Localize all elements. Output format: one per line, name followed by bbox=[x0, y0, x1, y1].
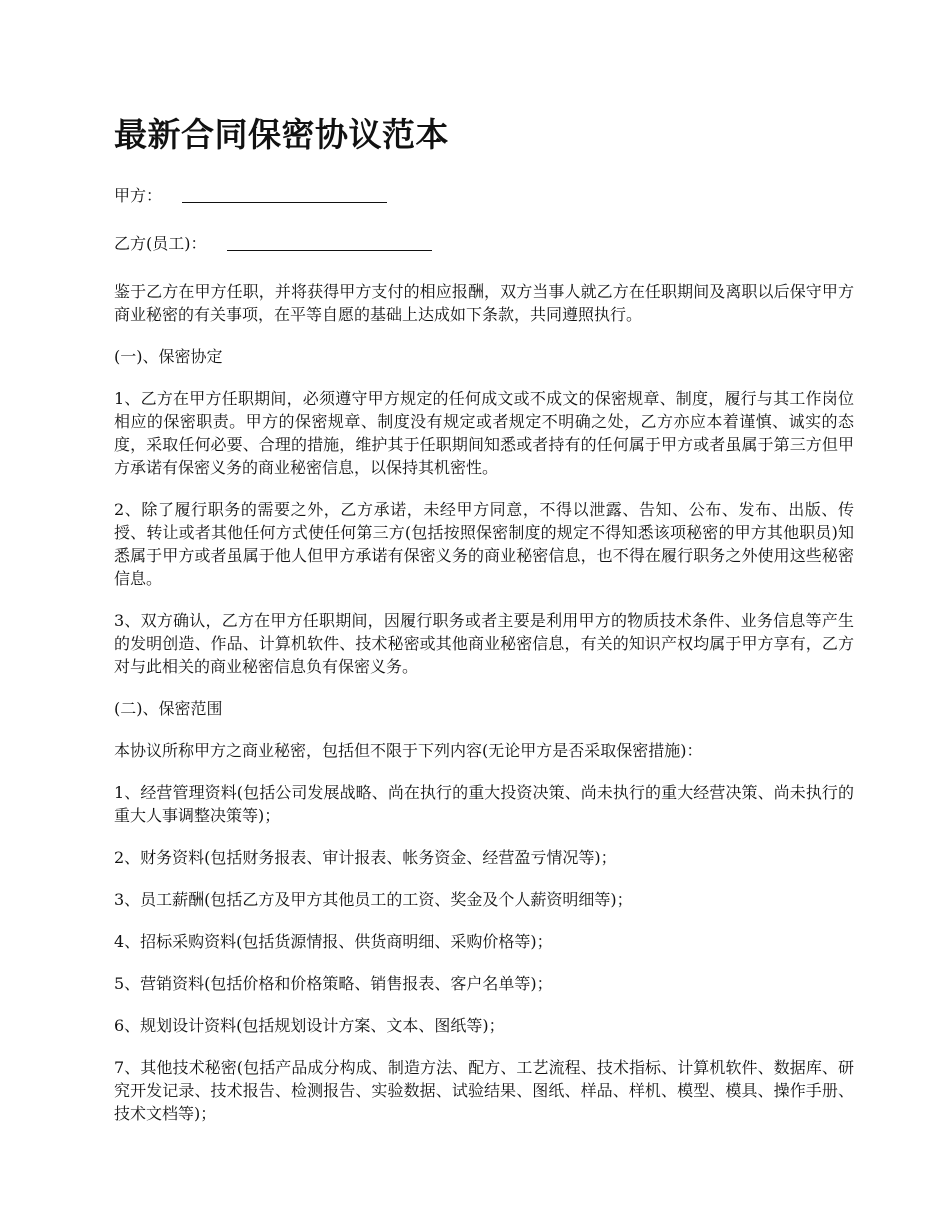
scope-item-7: 7、其他技术秘密(包括产品成分构成、制造方法、配方、工艺流程、技术指标、计算机软件、数据库、研究开发记录、技术报告、检测报告、实验数据、试验结果、图纸、样品、样机、模型、模具、操作手册、技术文档等)； bbox=[114, 1058, 854, 1123]
document-title: 最新合同保密协议范本 bbox=[114, 115, 449, 154]
scope-item-5: 5、营销资料(包括价格和价格策略、销售报表、客户名单等)； bbox=[114, 974, 553, 993]
section-heading-confidentiality-agreement: (一)、保密协定 bbox=[114, 347, 223, 366]
preamble-paragraph: 鉴于乙方在甲方任职，并将获得甲方支付的相应报酬，双方当事人就乙方在任职期间及离职以后保守甲方商业秘密的有关事项，在平等自愿的基础上达成如下条款，共同遵照执行。 bbox=[114, 282, 854, 324]
party-b-label: 乙方(员工)： bbox=[114, 234, 207, 253]
clause-3: 3、双方确认，乙方在甲方任职期间，因履行职务或者主要是利用甲方的物质技术条件、业务信息等产生的发明创造、作品、计算机软件、技术秘密或其他商业秘密信息，有关的知识产权均属于甲方享有，乙方对与此相关的商业秘密信息负有保密义务。 bbox=[114, 611, 854, 676]
scope-intro: 本协议所称甲方之商业秘密，包括但不限于下列内容(无论甲方是否采取保密措施)： bbox=[114, 741, 703, 760]
clause-2: 2、除了履行职务的需要之外，乙方承诺，未经甲方同意，不得以泄露、告知、公布、发布、出版、传授、转让或者其他任何方式使任何第三方(包括按照保密制度的规定不得知悉该项秘密的甲方其他职员)知悉属于甲方或者虽属于他人但甲方承诺有保密义务的商业秘密信息，也不得在履行职务之外使用这些秘密信息。 bbox=[114, 500, 854, 588]
party-b-blank bbox=[227, 232, 432, 251]
party-a-line bbox=[114, 184, 854, 207]
party-a-blank bbox=[182, 184, 387, 203]
scope-item-3: 3、员工薪酬(包括乙方及甲方其他员工的工资、奖金及个人薪资明细等)； bbox=[114, 890, 633, 909]
section-heading-confidentiality-scope: (二)、保密范围 bbox=[114, 699, 223, 718]
party-b-line bbox=[114, 232, 854, 255]
scope-item-4: 4、招标采购资料(包括货源情报、供货商明细、采购价格等)； bbox=[114, 932, 553, 951]
scope-item-2: 2、财务资料(包括财务报表、审计报表、帐务资金、经营盈亏情况等)； bbox=[114, 848, 617, 867]
document-page bbox=[114, 112, 854, 1144]
clause-1: 1、乙方在甲方任职期间，必须遵守甲方规定的任何成文或不成文的保密规章、制度，履行与其工作岗位相应的保密职责。甲方的保密规章、制度没有规定或者规定不明确之处，乙方亦应本着谨慎、诚实的态度，采取任何必要、合理的措施，维护其于任职期间知悉或者持有的任何属于甲方或者虽属于第三方但甲方承诺有保密义务的商业秘密信息，以保持其机密性。 bbox=[114, 389, 854, 477]
scope-item-1: 1、经营管理资料(包括公司发展战略、尚在执行的重大投资决策、尚未执行的重大经营决策、尚未执行的重大人事调整决策等)； bbox=[114, 783, 854, 825]
party-a-label: 甲方： bbox=[114, 186, 163, 205]
scope-item-6: 6、规划设计资料(包括规划设计方案、文本、图纸等)； bbox=[114, 1016, 505, 1035]
